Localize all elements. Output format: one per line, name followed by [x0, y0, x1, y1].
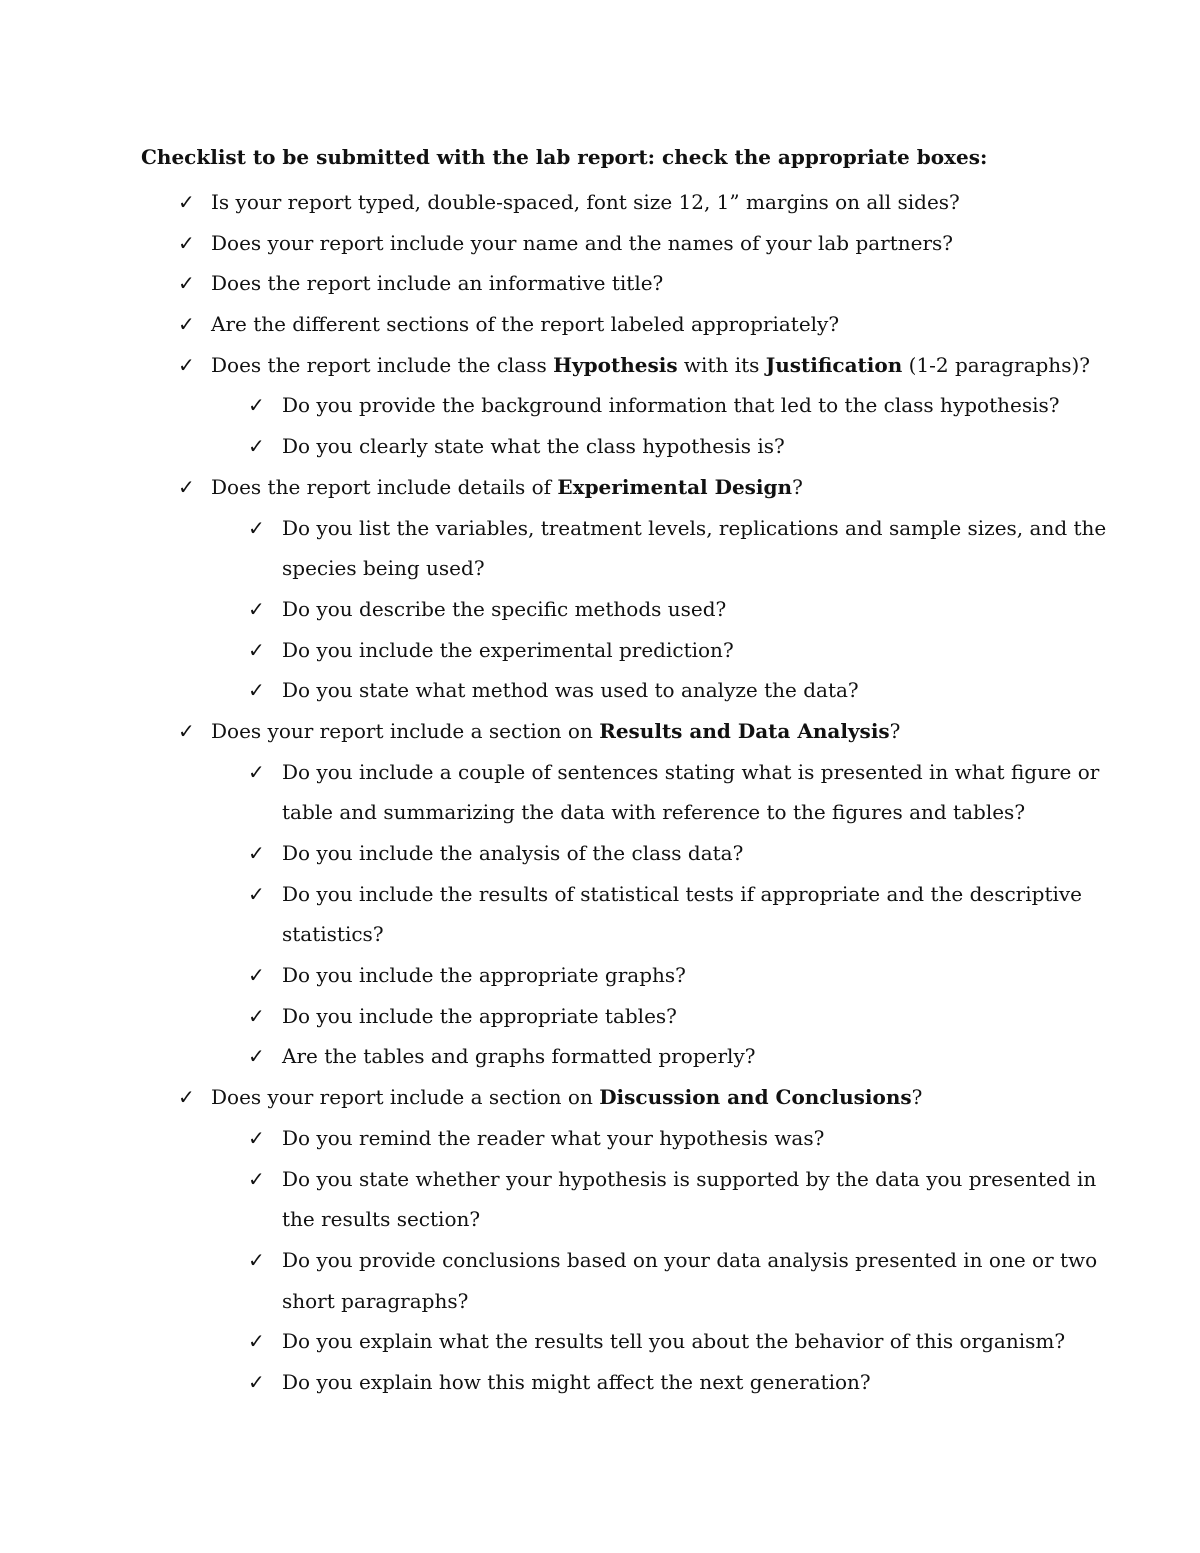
checklist-subitem — [0, 955, 1200, 996]
checklist-item-text — [282, 508, 1106, 589]
text-run: (1-2 paragraphs)? — [902, 352, 1090, 377]
checklist-subitem — [0, 1118, 1200, 1159]
checklist-subitem — [0, 385, 1200, 426]
text-run: Do you include the appropriate tables? — [282, 1003, 677, 1028]
text-run: ? — [911, 1085, 923, 1110]
checkmark-icon: ✓ — [178, 718, 195, 743]
text-run: Does the report include the class — [211, 352, 554, 377]
checklist-subitem — [0, 630, 1200, 671]
checklist-subitem — [0, 670, 1200, 711]
checklist-item-text — [282, 589, 726, 630]
checklist-subitem — [0, 874, 1200, 955]
checklist-item-line: short paragraphs? — [282, 1288, 469, 1313]
checkmark-icon: ✓ — [178, 312, 195, 337]
checkmark-icon: ✓ — [248, 1370, 265, 1395]
checkmark-icon: ✓ — [178, 352, 195, 377]
checkmark-icon: ✓ — [248, 434, 265, 459]
checklist-subitem — [0, 589, 1200, 630]
text-run: with its — [677, 352, 766, 377]
text-run: Do you remind the reader what your hypothesis was? — [282, 1125, 825, 1150]
checklist-subitem — [0, 996, 1200, 1037]
checkmark-icon: ✓ — [248, 515, 265, 540]
checklist-item — [0, 223, 1200, 264]
checklist-item-text — [282, 385, 1059, 426]
checklist-item-text — [282, 833, 743, 874]
checklist-item-text — [211, 304, 839, 345]
checklist-item-text — [282, 874, 1082, 955]
checklist-subitem — [0, 1362, 1200, 1403]
text-run: Do you describe the specific methods used? — [282, 596, 727, 621]
checklist-item-text — [282, 1240, 1097, 1321]
text-run: Does the report include details of — [211, 474, 558, 499]
checkmark-icon: ✓ — [248, 1329, 265, 1354]
checklist-item-text — [282, 1362, 871, 1403]
checkmark-icon: ✓ — [178, 271, 195, 296]
checkmark-icon: ✓ — [178, 1085, 195, 1110]
text-run: Are the different sections of the report labeled appropriately? — [211, 312, 840, 337]
bold-term: Experimental Design — [557, 474, 793, 499]
checklist-item — [0, 345, 1200, 386]
checklist — [0, 182, 1200, 1403]
bold-term: Results and Data Analysis — [599, 718, 890, 743]
checkmark-icon: ✓ — [178, 474, 195, 499]
text-run: ? — [792, 474, 803, 499]
bold-term: Hypothesis — [553, 352, 678, 377]
checklist-item — [0, 182, 1200, 223]
checklist-item — [0, 467, 1200, 508]
checkmark-icon: ✓ — [248, 1125, 265, 1150]
bold-term: Justification — [765, 352, 903, 377]
text-run: Do you include the analysis of the class data? — [282, 841, 744, 866]
checklist-item-text — [282, 426, 785, 467]
text-run: Are the tables and graphs formatted properly? — [282, 1044, 756, 1069]
text-run: Do you provide the background information that led to the class hypothesis? — [282, 393, 1060, 418]
checklist-item-text — [211, 345, 1090, 386]
checklist-subitem — [0, 1321, 1200, 1362]
text-run: Do you explain how this might affect the next generation? — [282, 1370, 871, 1395]
checklist-item — [0, 263, 1200, 304]
text-run: Do you state what method was used to analyze the data? — [282, 678, 859, 703]
checkmark-icon: ✓ — [248, 637, 265, 662]
text-run: Do you clearly state what the class hypothesis is? — [282, 434, 785, 459]
checklist-subitem — [0, 1036, 1200, 1077]
checklist-item-text — [282, 1159, 1096, 1240]
checkmark-icon: ✓ — [178, 190, 195, 214]
checkmark-icon: ✓ — [248, 596, 265, 621]
checklist-subitem — [0, 426, 1200, 467]
checklist-item-text — [211, 1077, 922, 1118]
checklist-item-text — [282, 955, 686, 996]
checkmark-icon: ✓ — [248, 881, 265, 906]
text-run: Does the report include an informative title? — [211, 271, 664, 296]
checklist-item-text — [211, 263, 663, 304]
checklist-heading: Checklist to be submitted with the lab report: check the appropriate boxes: — [141, 145, 988, 169]
checklist-item-text — [211, 182, 960, 223]
checklist-item-line: statistics? — [282, 922, 384, 947]
text-run: Does your report include your name and the names of your lab partners? — [211, 230, 954, 255]
checklist-item — [0, 711, 1200, 752]
checklist-item-line: the results section? — [282, 1207, 481, 1232]
checkmark-icon: ✓ — [248, 841, 265, 866]
checkmark-icon: ✓ — [248, 1166, 265, 1191]
checklist-item-line: Do you list the variables, treatment levels, replications and sample sizes, and the — [282, 515, 1107, 540]
checklist-item-text — [282, 996, 677, 1037]
checkmark-icon: ✓ — [248, 1044, 265, 1069]
checklist-item-line: Do you include the results of statistical tests if appropriate and the descriptive — [282, 881, 1083, 906]
checklist-item-line: Do you provide conclusions based on your data analysis presented in one or two — [282, 1247, 1098, 1272]
checklist-item-line: table and summarizing the data with reference to the figures and tables? — [282, 800, 1026, 825]
checkmark-icon: ✓ — [248, 393, 265, 418]
checklist-subitem — [0, 508, 1200, 589]
text-run: Do you include the experimental prediction? — [282, 637, 734, 662]
checklist-item-line: species being used? — [282, 556, 485, 581]
checklist-subitem — [0, 833, 1200, 874]
bold-term: Discussion and Conclusions — [599, 1085, 912, 1110]
text-run: ? — [889, 718, 901, 743]
checkmark-icon: ✓ — [248, 1003, 265, 1028]
checkmark-icon: ✓ — [248, 1247, 265, 1272]
checkmark-icon: ✓ — [248, 678, 265, 703]
checklist-item-text — [282, 1321, 1065, 1362]
checklist-item-text — [282, 1036, 755, 1077]
text-run: Does your report include a section on — [211, 718, 600, 743]
text-run: Do you explain what the results tell you about the behavior of this organism? — [282, 1329, 1066, 1354]
checklist-item — [0, 1077, 1200, 1118]
text-run: Do you include the appropriate graphs? — [282, 963, 686, 988]
checklist-item-text — [211, 223, 953, 264]
checklist-item-text — [211, 711, 900, 752]
checklist-item-text — [211, 467, 803, 508]
checklist-item-text — [282, 670, 859, 711]
checkmark-icon: ✓ — [178, 230, 195, 255]
checklist-subitem — [0, 752, 1200, 833]
checkmark-icon: ✓ — [248, 759, 265, 784]
checklist-subitem — [0, 1240, 1200, 1321]
text-run: Is your report typed, double-spaced, font size 12, 1” margins on all sides? — [211, 190, 960, 214]
checklist-subitem — [0, 1159, 1200, 1240]
text-run: Does your report include a section on — [211, 1085, 600, 1110]
checklist-item — [0, 304, 1200, 345]
checklist-item-line: Do you include a couple of sentences stating what is presented in what figure or — [282, 759, 1100, 784]
checklist-item-text — [282, 752, 1099, 833]
checkmark-icon: ✓ — [248, 963, 265, 988]
checklist-item-text — [282, 1118, 824, 1159]
checklist-item-text — [282, 630, 734, 671]
checklist-item-line: Do you state whether your hypothesis is supported by the data you presented in — [282, 1166, 1097, 1191]
